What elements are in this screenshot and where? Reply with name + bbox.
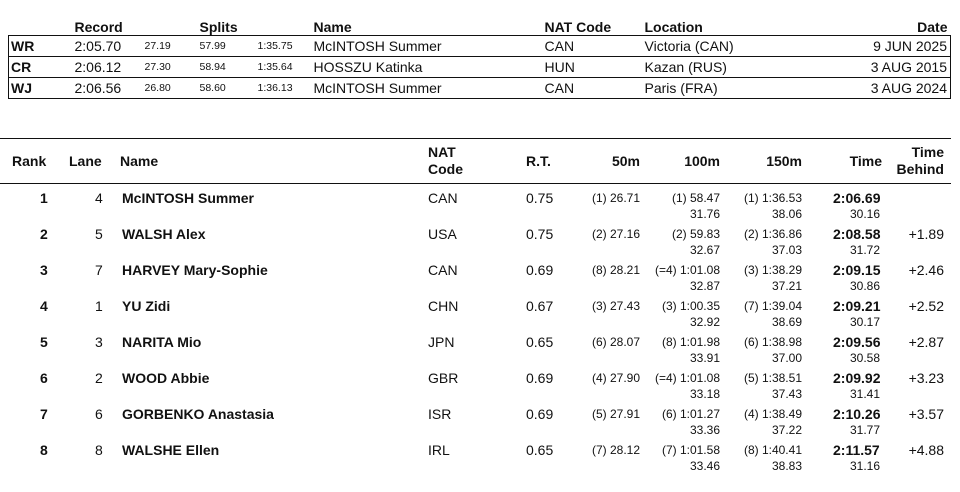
result-100m-split: 33.36 — [689, 423, 720, 437]
result-time-split: 30.17 — [850, 315, 881, 329]
result-150m: (2) 1:36.86 — [743, 227, 802, 241]
record-split-100: 58.60 — [198, 78, 256, 99]
record-row-cr — [9, 57, 951, 78]
header-rank: Rank — [12, 153, 47, 169]
result-rt: 0.69 — [526, 406, 554, 422]
result-time-split: 30.86 — [850, 279, 881, 293]
result-name: McINTOSH Summer — [122, 190, 254, 206]
record-split-150: 1:35.75 — [256, 36, 312, 57]
record-type: WJ — [9, 78, 73, 99]
result-100m: (2) 59.83 — [671, 227, 720, 241]
result-time-behind: +2.46 — [908, 262, 944, 278]
result-100m: (1) 58.47 — [671, 191, 720, 205]
header-150m: 150m — [766, 153, 802, 169]
result-nat: CHN — [428, 298, 459, 314]
record-row-wr — [9, 36, 951, 57]
record-name: McINTOSH Summer — [312, 36, 543, 57]
result-time-split: 31.77 — [850, 423, 881, 437]
result-rank: 5 — [40, 334, 48, 350]
record-nat: CAN — [543, 36, 643, 57]
result-100m: (8) 1:01.98 — [661, 335, 720, 349]
result-time: 2:09.56 — [833, 334, 881, 350]
result-150m: (7) 1:39.04 — [743, 299, 802, 313]
result-150m-split: 37.00 — [771, 351, 802, 365]
result-lane: 1 — [95, 298, 103, 314]
result-50m: (1) 26.71 — [591, 191, 640, 205]
result-rt: 0.67 — [526, 298, 554, 314]
result-150m-split: 38.06 — [771, 207, 802, 221]
record-time: 2:06.12 — [73, 57, 143, 78]
result-100m-split: 31.76 — [689, 207, 720, 221]
result-rt: 0.69 — [526, 262, 554, 278]
header-behind-line1: Time — [911, 144, 944, 160]
record-nat: CAN — [543, 78, 643, 99]
record-row-wj — [9, 78, 951, 99]
result-time-behind: +3.57 — [908, 406, 944, 422]
result-50m: (8) 28.21 — [591, 263, 640, 277]
result-name: GORBENKO Anastasia — [122, 406, 274, 422]
result-rank: 8 — [40, 442, 48, 458]
result-nat: CAN — [428, 262, 458, 278]
result-rank: 2 — [40, 226, 48, 242]
records-header-location: Location — [643, 18, 823, 36]
result-100m-split: 33.91 — [689, 351, 720, 365]
record-split-150: 1:36.13 — [256, 78, 312, 99]
record-time: 2:06.56 — [73, 78, 143, 99]
result-rank: 1 — [40, 190, 48, 206]
result-50m: (2) 27.16 — [591, 227, 640, 241]
result-100m: (=4) 1:01.08 — [654, 263, 720, 277]
result-rank: 6 — [40, 370, 48, 386]
result-time-split: 31.41 — [850, 387, 881, 401]
result-150m: (1) 1:36.53 — [743, 191, 802, 205]
header-100m: 100m — [684, 153, 720, 169]
result-row — [0, 222, 951, 258]
record-location: Kazan (RUS) — [643, 57, 823, 78]
record-location: Paris (FRA) — [643, 78, 823, 99]
result-time: 2:06.69 — [833, 190, 881, 206]
result-rank: 4 — [40, 298, 48, 314]
result-row — [0, 330, 951, 366]
result-nat: USA — [428, 226, 457, 242]
records-header-splits: Splits — [198, 18, 256, 36]
result-150m-split: 37.21 — [771, 279, 802, 293]
result-row — [0, 258, 951, 294]
record-split-150: 1:35.64 — [256, 57, 312, 78]
result-lane: 5 — [95, 226, 103, 242]
record-split-50: 26.80 — [143, 78, 198, 99]
record-date: 3 AUG 2015 — [823, 57, 951, 78]
result-name: YU Zidi — [122, 298, 171, 314]
results-header-row — [0, 138, 951, 184]
result-name: WALSH Alex — [122, 226, 206, 242]
result-nat: GBR — [428, 370, 459, 386]
result-time-behind: +4.88 — [908, 442, 944, 458]
record-type: CR — [9, 57, 73, 78]
results-body — [0, 184, 951, 474]
result-lane: 6 — [95, 406, 103, 422]
result-150m-split: 37.22 — [771, 423, 802, 437]
result-150m-split: 37.03 — [771, 243, 802, 257]
result-name: HARVEY Mary-Sophie — [122, 262, 268, 278]
result-lane: 7 — [95, 262, 103, 278]
result-rt: 0.65 — [526, 334, 554, 350]
result-lane: 2 — [95, 370, 103, 386]
result-150m: (6) 1:38.98 — [743, 335, 802, 349]
record-split-100: 57.99 — [198, 36, 256, 57]
result-nat: CAN — [428, 190, 458, 206]
result-100m: (3) 1:00.35 — [661, 299, 720, 313]
result-time-behind: +2.52 — [908, 298, 944, 314]
result-nat: JPN — [428, 334, 455, 350]
result-100m-split: 32.87 — [689, 279, 720, 293]
result-name: WALSHE Ellen — [122, 442, 220, 458]
result-rt: 0.65 — [526, 442, 554, 458]
result-row — [0, 366, 951, 402]
records-header-nat: NAT Code — [543, 18, 643, 36]
result-time-split: 30.16 — [850, 207, 881, 221]
result-100m: (7) 1:01.58 — [661, 443, 720, 457]
record-type: WR — [9, 36, 73, 57]
record-time: 2:05.70 — [73, 36, 143, 57]
result-rt: 0.75 — [526, 226, 554, 242]
header-time: Time — [849, 153, 882, 169]
result-lane: 4 — [95, 190, 103, 206]
header-name: Name — [120, 153, 159, 169]
result-row — [0, 186, 951, 222]
records-header-date: Date — [823, 18, 951, 36]
record-split-50: 27.30 — [143, 57, 198, 78]
header-nat-line2: Code — [428, 161, 463, 177]
result-name: NARITA Mio — [122, 334, 202, 350]
result-time-behind: +3.23 — [908, 370, 944, 386]
result-100m: (6) 1:01.27 — [661, 407, 720, 421]
result-100m-split: 33.18 — [689, 387, 720, 401]
result-50m: (7) 28.12 — [591, 443, 640, 457]
result-time: 2:09.92 — [833, 370, 881, 386]
records-table — [8, 18, 951, 99]
header-lane: Lane — [69, 153, 102, 169]
result-100m-split: 33.46 — [689, 459, 720, 473]
result-100m: (=4) 1:01.08 — [654, 371, 720, 385]
result-time-split: 30.58 — [850, 351, 881, 365]
result-150m: (5) 1:38.51 — [743, 371, 802, 385]
result-100m-split: 32.92 — [689, 315, 720, 329]
header-rt: R.T. — [526, 153, 551, 169]
result-time: 2:09.21 — [833, 298, 881, 314]
header-50m: 50m — [611, 153, 640, 169]
result-time-behind: +1.89 — [908, 226, 944, 242]
records-header-name: Name — [312, 18, 543, 36]
results-table — [0, 138, 951, 474]
result-rank: 7 — [40, 406, 48, 422]
result-time: 2:08.58 — [833, 226, 881, 242]
result-row — [0, 402, 951, 438]
result-time-split: 31.72 — [850, 243, 881, 257]
record-nat: HUN — [543, 57, 643, 78]
result-time: 2:11.57 — [833, 442, 880, 458]
record-date: 3 AUG 2024 — [823, 78, 951, 99]
result-150m: (3) 1:38.29 — [743, 263, 802, 277]
result-time-behind: +2.87 — [908, 334, 944, 350]
record-split-50: 27.19 — [143, 36, 198, 57]
result-lane: 8 — [95, 442, 103, 458]
result-150m-split: 38.69 — [771, 315, 802, 329]
result-row — [0, 294, 951, 330]
result-150m-split: 37.43 — [771, 387, 802, 401]
record-split-100: 58.94 — [198, 57, 256, 78]
result-100m-split: 32.67 — [689, 243, 720, 257]
records-header-record: Record — [73, 18, 143, 36]
result-150m-split: 38.83 — [771, 459, 802, 473]
result-rt: 0.69 — [526, 370, 554, 386]
header-nat-line1: NAT — [428, 144, 456, 160]
result-150m: (8) 1:40.41 — [743, 443, 802, 457]
result-lane: 3 — [95, 334, 103, 350]
result-row — [0, 438, 951, 474]
record-location: Victoria (CAN) — [643, 36, 823, 57]
result-50m: (4) 27.90 — [591, 371, 640, 385]
result-time: 2:09.15 — [833, 262, 881, 278]
records-header-type — [9, 18, 73, 36]
result-50m: (3) 27.43 — [591, 299, 640, 313]
records-header-row — [9, 18, 951, 36]
result-rank: 3 — [40, 262, 48, 278]
result-time-split: 31.16 — [850, 459, 881, 473]
record-name: McINTOSH Summer — [312, 78, 543, 99]
result-time: 2:10.26 — [833, 406, 881, 422]
result-nat: IRL — [428, 442, 450, 458]
result-50m: (6) 28.07 — [591, 335, 640, 349]
result-150m: (4) 1:38.49 — [743, 407, 802, 421]
record-date: 9 JUN 2025 — [823, 36, 951, 57]
record-name: HOSSZU Katinka — [312, 57, 543, 78]
result-rt: 0.75 — [526, 190, 554, 206]
result-nat: ISR — [428, 406, 452, 422]
result-50m: (5) 27.91 — [591, 407, 640, 421]
header-behind-line2: Behind — [896, 161, 944, 177]
result-name: WOOD Abbie — [122, 370, 210, 386]
